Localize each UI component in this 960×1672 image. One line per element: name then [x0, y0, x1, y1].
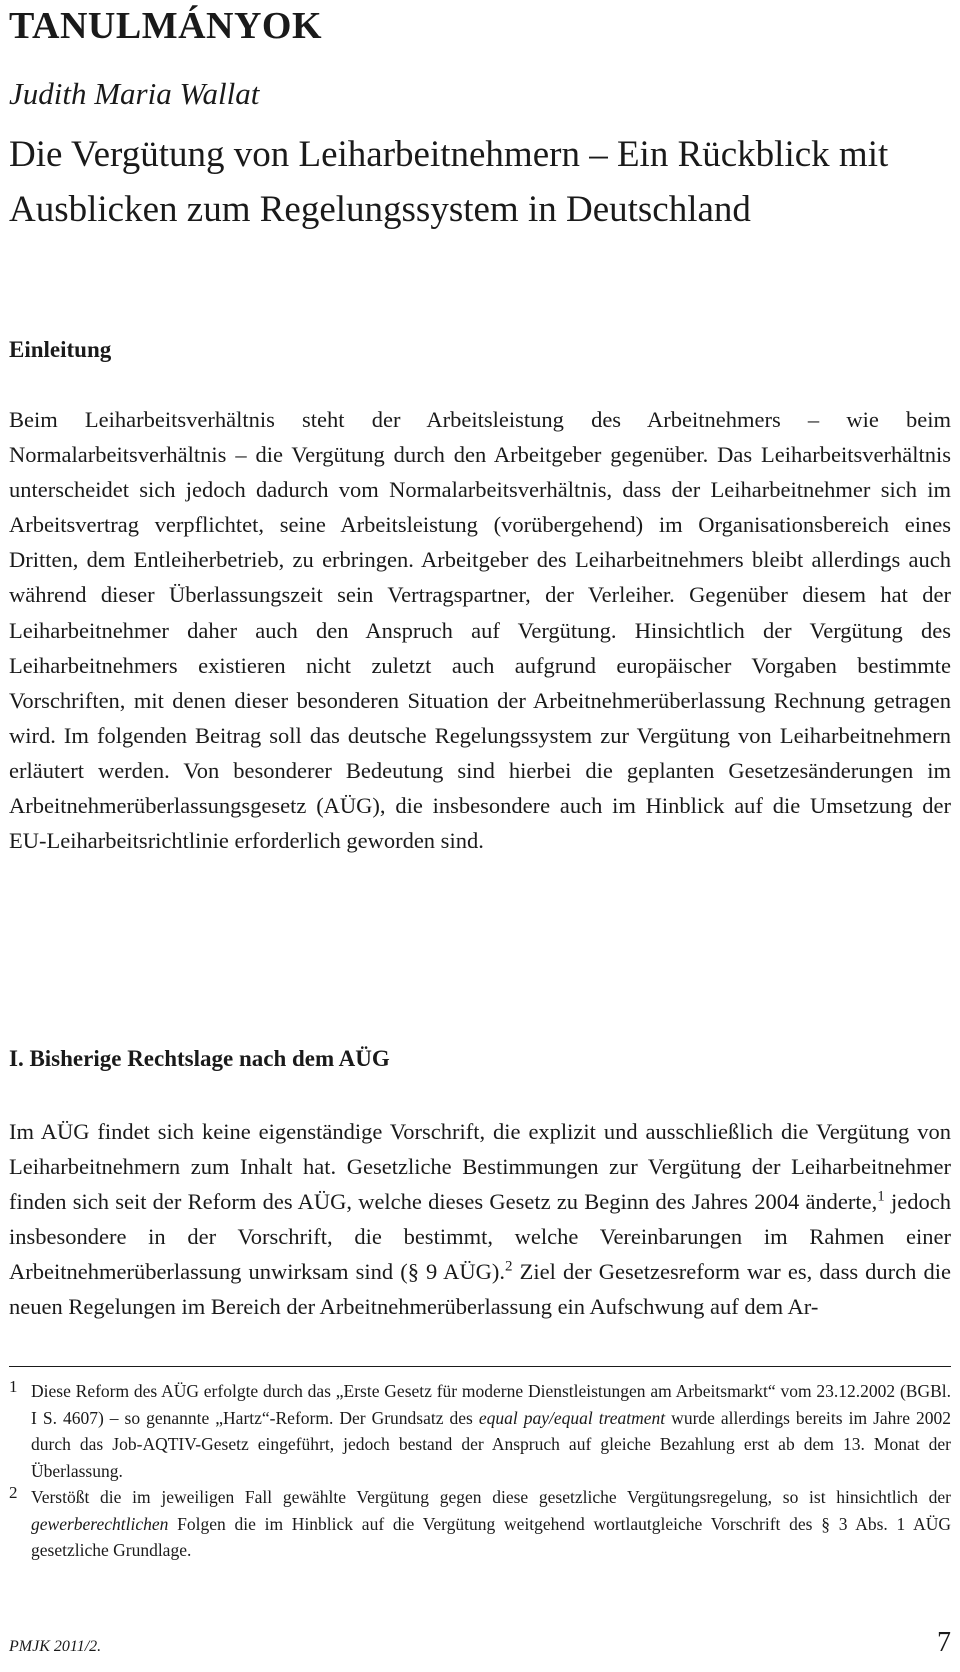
- section1-text-a: Im AÜG findet sich keine eigenständige Vorschrift, die explizit und ausschließlich die Vergütung von Leiharbeitnehmern zum Inhalt hat. Gesetzliche Bestimmungen zur Vergütung der Leiharbeitnehmer finden sich seit der Reform des AÜG, welche dieses Gesetz zu Beginn des Jahres 2004 änderte,: [9, 1119, 951, 1215]
- author-name: Judith Maria Wallat: [9, 76, 260, 111]
- footnote-1: [9, 1378, 951, 1484]
- footnote-divider: [9, 1366, 951, 1367]
- section1-heading: I. Bisherige Rechtslage nach dem AÜG: [9, 1046, 390, 1071]
- section1-text-b: jedoch insbesondere in der Vorschrift, die bestimmt, welche Vereinbarungen im Rahmen einer Arbeitnehmerüberlassung unwirksam sind (§ 9 AÜG).: [9, 1189, 951, 1285]
- footnote-text: [31, 1378, 951, 1484]
- footnote-text-part: Verstößt die im jeweiligen Fall gewählte Vergütung gegen diese gesetzliche Vergütungsregelung, so ist hinsichtlich der: [31, 1487, 951, 1507]
- footnote-italic-term: gewerberechtlichen: [31, 1513, 169, 1534]
- page-number: 7: [937, 1627, 951, 1658]
- section1-paragraph: [9, 1114, 951, 1325]
- article-title: Die Vergütung von Leiharbeitnehmern – Ein Rückblick mit Ausblicken zum Regelungssystem in Deutschland: [9, 134, 889, 230]
- section-label: TANULMÁNYOK: [9, 5, 323, 47]
- footnote-number: 1: [9, 1377, 18, 1396]
- footnote-italic-term: equal pay/equal treatment: [478, 1407, 666, 1428]
- footnotes: [9, 1378, 951, 1564]
- intro-heading: Einleitung: [9, 337, 112, 362]
- footnote-2: [9, 1484, 951, 1564]
- footnote-ref-1[interactable]: 1: [877, 1188, 885, 1205]
- footnote-number: 2: [9, 1483, 18, 1502]
- footnote-text-part: wurde allerdings bereits im Jahre 2002 durch das Job-AQTIV-Gesetz eingeführt, jedoch bestand der Anspruch auf gleiche Bezahlung erst ab dem 13. Monat der Überlassung.: [31, 1407, 951, 1481]
- footnote-text: [31, 1484, 951, 1564]
- footnote-text-part: Diese Reform des AÜG erfolgte durch das „Erste Gesetz für moderne Dienstleistungen am Arbeitsmarkt“ vom 23.12.2002 (BGBl. I S. 4607) – so genannte „Hartz“-Reform. Der Grundsatz des: [31, 1381, 951, 1428]
- intro-paragraph: Beim Leiharbeitsverhältnis steht der Arbeitsleistung des Arbeitnehmers – wie beim Normalarbeitsverhältnis – die Vergütung durch den Arbeitgeber gegenüber. Das Leiharbeitsverhältnis unterscheidet sich jedoch dadurch vom Normalarbeitsverhältnis, dass der Leiharbeitnehmer sich im Arbeitsvertrag verpflichtet, seine Arbeitsleistung (vorübergehend) im Organisationsbereich eines Dritten, dem Entleiherbetrieb, zu erbringen. Arbeitgeber des Leiharbeitnehmers bleibt allerdings auch während dieser Überlassungszeit sein Vertragspartner, der Verleiher. Gegenüber diesem hat der Leiharbeitnehmer daher auch den Anspruch auf Vergütung. Hinsichtlich der Vergütung des Leiharbeitnehmers existieren nicht zuletzt auch aufgrund europäischer Vorgaben bestimmte Vorschriften, mit denen dieser besonderen Situation der Arbeitnehmerüberlassung Rechnung getragen wird. Im folgenden Beitrag soll das deutsche Regelungssystem zur Vergütung von Leiharbeitnehmern erläutert werden. Von besonderer Bedeutung sind hierbei die geplanten Gesetzesänderungen im Arbeitnehmerüberlassungsgesetz (AÜG), die insbesondere auch im Hinblick auf die Umsetzung der EU-Leiharbeitsrichtlinie erforderlich geworden sind.: [9, 407, 951, 854]
- footnote-text-part: Folgen die im Hinblick auf die Vergütung weitgehend wortlautgleiche Vorschrift des § 3 Abs. 1 AÜG gesetzliche Grundlage.: [31, 1513, 951, 1560]
- journal-citation: PMJK 2011/2.: [9, 1638, 102, 1655]
- section1-text-c: Ziel der Gesetzesreform war es, dass durch die neuen Regelungen im Bereich der Arbeitnehmerüberlassung ein Aufschwung auf dem Ar-: [9, 1259, 951, 1320]
- footnote-ref-2[interactable]: 2: [505, 1258, 513, 1275]
